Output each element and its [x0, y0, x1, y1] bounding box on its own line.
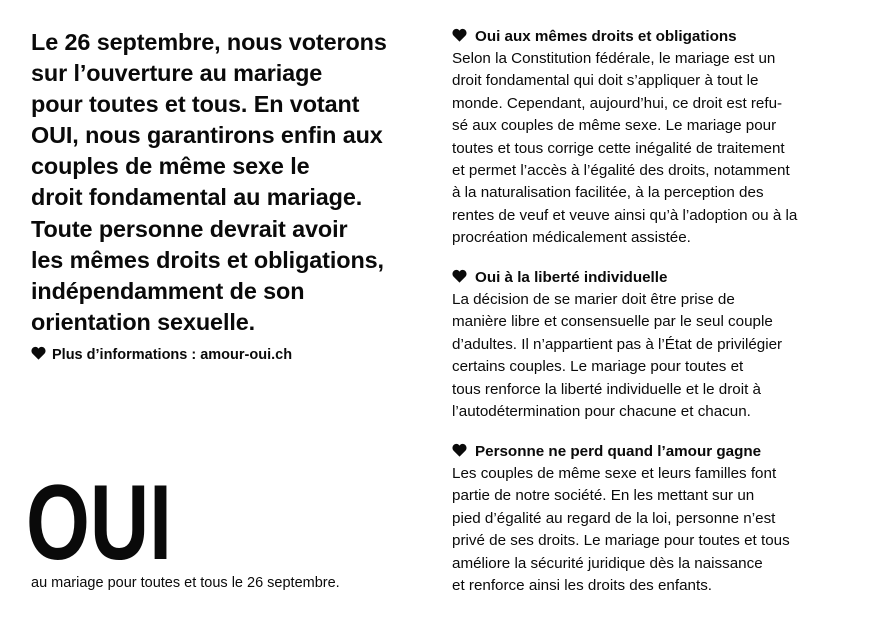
section-line: La décision de se marier doit être prise de — [452, 291, 735, 308]
intro-line: Toute personne devrait avoir — [31, 215, 348, 242]
section-heading — [452, 441, 862, 463]
section-line: Les couples de même sexe et leurs familles font — [452, 465, 777, 482]
heart-icon — [452, 443, 467, 457]
section-line: partie de notre société. En les mettant sur un — [452, 487, 755, 505]
more-info-link[interactable] — [31, 346, 292, 364]
section-line: toutes et tous corrige cette inégalité de traitement — [452, 139, 785, 157]
section-line: droit fondamental qui doit s’appliquer à tout le — [452, 72, 759, 90]
more-info-text: Plus d’informations : amour-oui.ch — [52, 347, 293, 363]
intro-line: Le 26 septembre, nous voterons — [31, 29, 387, 55]
section-line: et renforce ainsi les droits des enfants. — [452, 577, 713, 595]
intro-line: sur l’ouverture au mariage — [31, 60, 323, 87]
section-line: privé de ses droits. Le mariage pour toutes et tous — [452, 532, 790, 550]
section-line: l’autodétermination pour chacune et chacun. — [452, 403, 751, 421]
intro-statement — [31, 27, 431, 338]
section-equal-rights — [452, 26, 862, 250]
heart-icon — [31, 346, 46, 360]
section-heading-text: Oui aux mêmes droits et obligations — [475, 28, 737, 45]
section-line: améliore la sécurité juridique dès la naissance — [452, 554, 763, 572]
oui-headline — [26, 470, 176, 570]
section-line: monde. Cependant, aujourd’hui, ce droit est refu- — [452, 94, 783, 112]
section-line: d’adultes. Il n’appartient pas à l’État de privilégier — [452, 335, 783, 353]
section-heading-text: Oui à la liberté individuelle — [475, 269, 668, 286]
section-line: à la naturalisation facilitée, à la perception des — [452, 184, 764, 202]
intro-line: indépendamment de son — [31, 277, 305, 304]
section-heading — [452, 26, 862, 48]
section-line: procréation médicalement assistée. — [452, 229, 691, 247]
section-line: certains couples. Le mariage pour toutes et — [452, 358, 744, 376]
section-line: et permet l’accès à l’égalité des droits, notamment — [452, 162, 790, 180]
intro-line: pour toutes et tous. En votant — [31, 91, 360, 118]
tagline: au mariage pour toutes et tous le 26 septembre. — [31, 575, 340, 591]
intro-line: les mêmes droits et obligations, — [31, 246, 384, 273]
section-heading — [452, 267, 862, 289]
section-line: Selon la Constitution fédérale, le mariage est un — [452, 50, 776, 67]
heart-icon — [452, 28, 467, 42]
section-line: rentes de veuf et veuve ainsi qu’à l’adoption ou à la — [452, 206, 798, 224]
section-individual-freedom — [452, 267, 862, 423]
section-line: tous renforce la liberté individuelle et le droit à — [452, 380, 761, 398]
section-line: pied d’égalité au regard de la loi, personne n’est — [452, 509, 776, 527]
intro-line: orientation sexuelle. — [31, 308, 256, 335]
oui-headline-text: OUI — [26, 470, 172, 570]
section-line: manière libre et consensuelle par le seul couple — [452, 313, 773, 331]
intro-line: droit fondamental au mariage. — [31, 184, 363, 211]
intro-line: OUI, nous garantirons enfin aux — [31, 122, 383, 149]
section-heading-text: Personne ne perd quand l’amour gagne — [475, 443, 762, 460]
section-line: sé aux couples de même sexe. Le mariage pour — [452, 117, 777, 135]
intro-line: couples de même sexe le — [31, 153, 310, 180]
heart-icon — [452, 269, 467, 283]
section-love-wins — [452, 441, 862, 597]
